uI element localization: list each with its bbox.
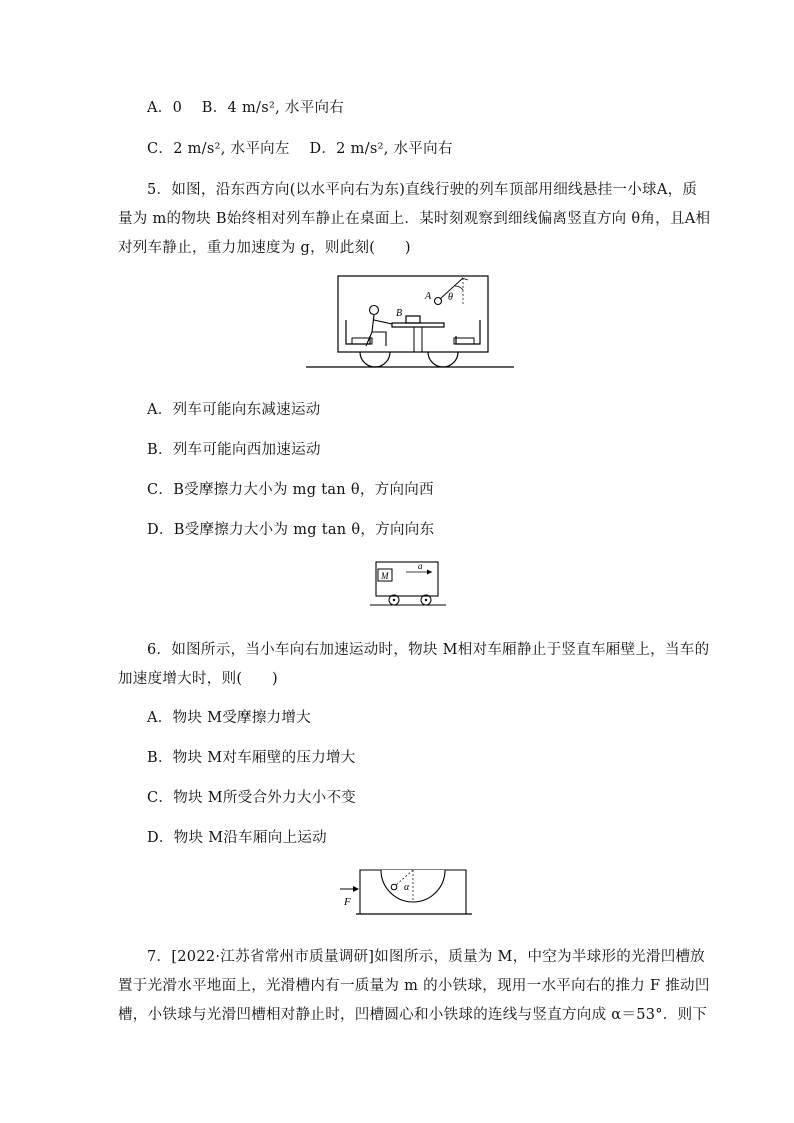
q5-label-theta: θ (448, 292, 453, 303)
q7-label-f: F (344, 896, 351, 908)
q5-person (370, 306, 379, 315)
q5-table (392, 323, 444, 327)
q5-carriage (338, 276, 488, 352)
q5-block-b (406, 316, 420, 323)
q6-option-d: D．物块 M沿车厢向上运动 (147, 830, 327, 846)
q5-option-c: C．B受摩擦力大小为 mg tan θ，方向向西 (147, 482, 434, 498)
q4-options-line-1: A．0 B．4 m/s², 水平向右 (147, 100, 345, 116)
q7-stem-line-3: 槽，小铁球与光滑凹槽相对静止时，凹槽圆心和小铁球的连线与竖直方向成 α＝53°．则下 (118, 1007, 708, 1023)
q5-wheel-left (360, 352, 390, 367)
q4-options-line-2: C．2 m/s², 水平向左 D．2 m/s², 水平向右 (147, 141, 453, 157)
q7-label-alpha: α (404, 882, 410, 893)
q6-label-a: a (418, 561, 423, 571)
q5-seat-right (456, 320, 480, 344)
q6-stem-line-1: 6．如图所示，当小车向右加速运动时，物块 M相对车厢静止于竖直车厢壁上，当车的 (147, 642, 710, 658)
q6-option-c: C．物块 M所受合外力大小不变 (147, 790, 357, 806)
q6-option-a: A．物块 M受摩擦力增大 (147, 710, 312, 726)
q5-ball-a (435, 298, 442, 305)
q7-stem-line-2: 置于光滑水平地面上，光滑槽内有一质量为 m 的小铁球，现用一水平向右的推力 F 推动凹 (118, 978, 710, 994)
q5-train-figure (300, 272, 520, 372)
q6-label-m: M (381, 571, 389, 581)
q5-option-b: B．列车可能向西加速运动 (147, 442, 321, 458)
q7-stem-line-1: 7．[2022·江苏省常州市质量调研]如图所示，质量为 M，中空为半球形的光滑凹槽放 (147, 949, 706, 965)
q6-cart-figure (368, 560, 448, 610)
q5-seat-left (346, 320, 370, 344)
q5-label-b: B (396, 308, 403, 319)
q5-label-a: A (425, 291, 432, 302)
q5-option-d: D．B受摩擦力大小为 mg tan θ，方向向东 (147, 522, 435, 538)
q5-stem-line-1: 5．如图，沿东西方向(以水平向右为东)直线行驶的列车顶部用细线悬挂一小球A，质 (147, 182, 698, 198)
q5-wheel-right (428, 352, 458, 367)
q6-option-b: B．物块 M对车厢壁的压力增大 (147, 750, 356, 766)
q6-stem-line-2: 加速度增大时，则( ) (118, 671, 278, 687)
q7-groove-figure (338, 866, 478, 922)
q5-stem-line-3: 对列车静止，重力加速度为 g，则此刻( ) (118, 240, 411, 256)
q5-stem-line-2: 量为 m的物块 B始终相对列车静止在桌面上．某时刻观察到细线偏离竖直方向 θ角，且A相 (118, 211, 711, 227)
q5-option-a: A．列车可能向东减速运动 (147, 402, 321, 418)
